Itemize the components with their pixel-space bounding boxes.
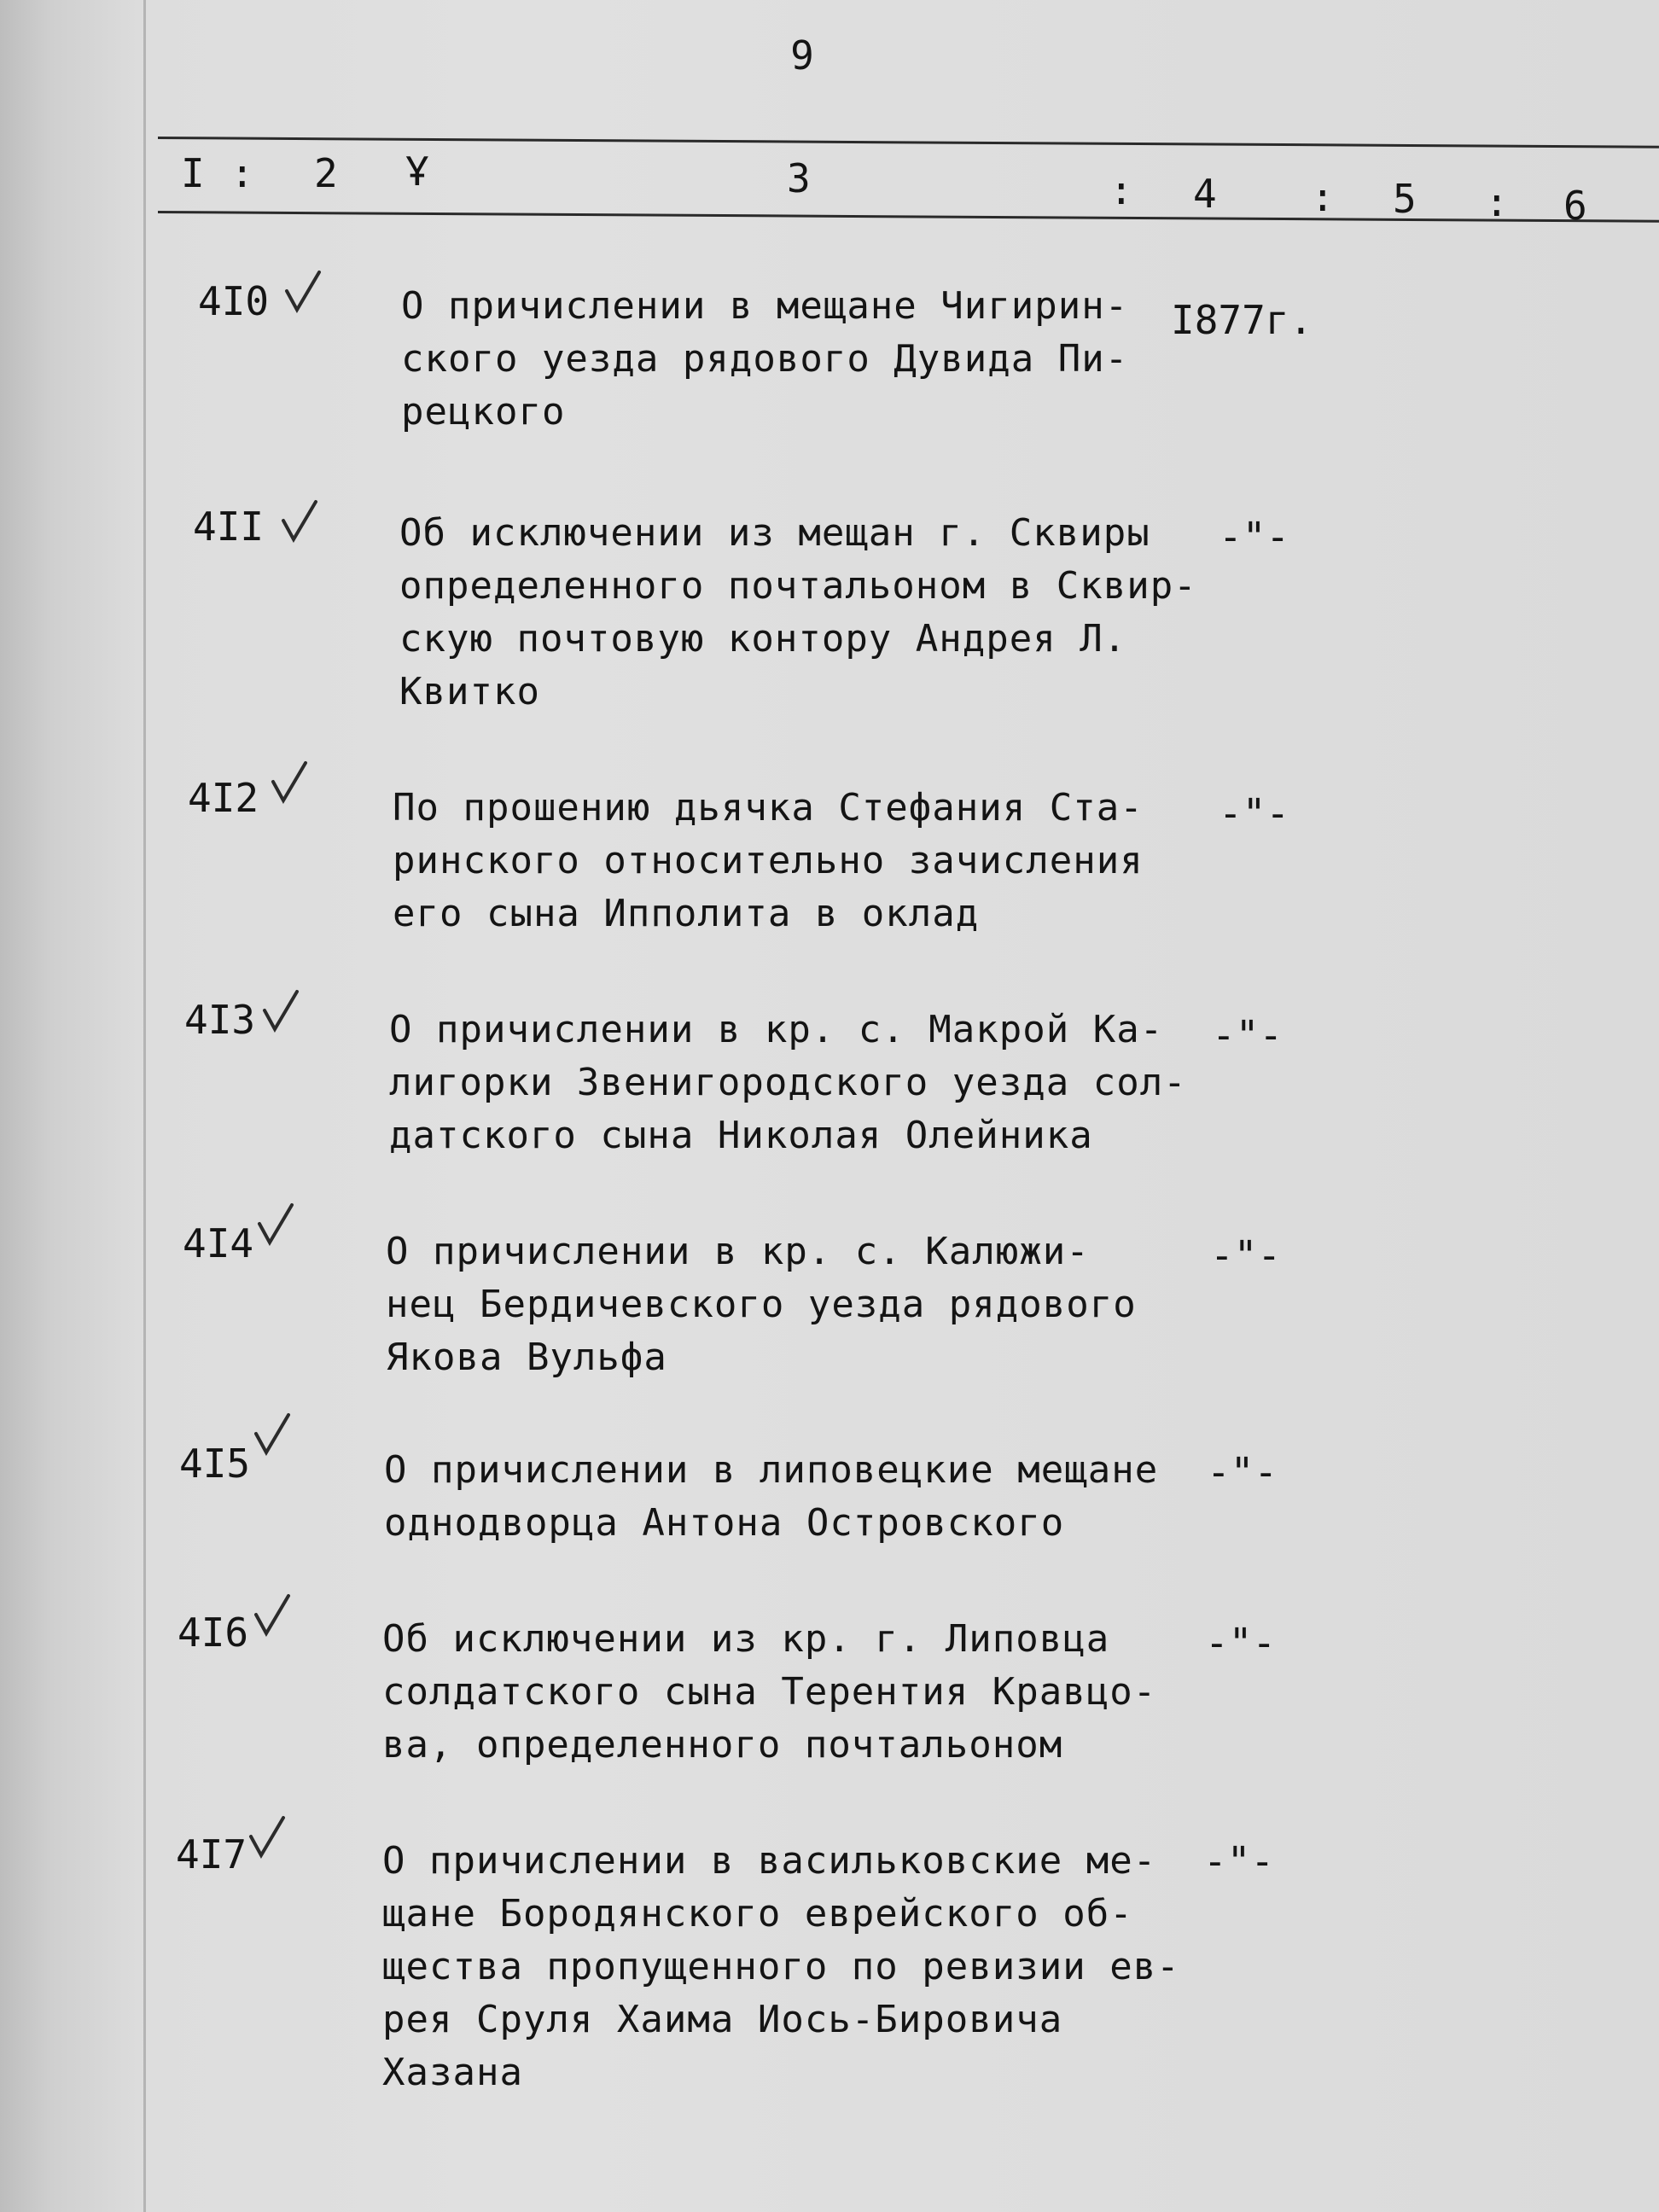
entry-description [393, 782, 1144, 940]
column-separator-5: : [1485, 179, 1509, 225]
entry-number: 4I5 [179, 1441, 251, 1487]
entry-line: По прошению дьячка Стефания Ста- [393, 786, 1144, 830]
entry-date: -"- [1207, 1449, 1278, 1495]
entry-number: 4I7 [176, 1831, 247, 1877]
entry-line: Об исключении из мещан г. Сквиры [399, 511, 1150, 555]
entry-line: О причислении в мещане Чигирин- [401, 284, 1129, 328]
column-header-6: 6 [1563, 183, 1587, 229]
entry-line: датского сына Николая Олейника [389, 1114, 1093, 1157]
entry-description [386, 1225, 1137, 1384]
column-header-4: 4 [1193, 171, 1217, 217]
entry-line: ва, определенного почтальоном [382, 1723, 1063, 1767]
column-separator-4: : [1311, 174, 1335, 220]
checkmark-icon [253, 1412, 292, 1458]
entry-date: -"- [1203, 1838, 1275, 1884]
entry-line: О причислении в кр. с. Макрой Ка- [389, 1008, 1164, 1051]
checkmark-icon [261, 988, 300, 1034]
checkmark-icon [270, 760, 309, 806]
entry-line: Якова Вульфа [386, 1336, 667, 1379]
header-rule-bottom [158, 211, 1659, 223]
entry-line: щане Бородянского еврейского об- [382, 1892, 1133, 1936]
entry-number: 4I2 [188, 775, 259, 821]
entry-number: 4I6 [178, 1610, 249, 1656]
entry-line: солдатского сына Терентия Кравцо- [382, 1670, 1157, 1714]
entry-date: -"- [1219, 514, 1290, 560]
column-separator-1: : [230, 150, 254, 196]
entry-number: 4II [193, 504, 265, 550]
entry-description [401, 280, 1128, 439]
entry-date: I877г. [1171, 297, 1313, 343]
entry-number: 4I4 [183, 1220, 254, 1266]
entry-number: 4I0 [198, 278, 270, 324]
entry-date: -"- [1210, 1232, 1282, 1278]
entry-line: Об исключении из кр. г. Липовца [382, 1617, 1110, 1661]
column-header-5: 5 [1393, 176, 1417, 222]
binding-edge [143, 0, 146, 2212]
entry-line: рецкого [401, 390, 566, 434]
checkmark-icon [280, 498, 319, 544]
column-separator-2: Ұ [405, 148, 429, 195]
entry-number: 4I3 [184, 997, 256, 1043]
entry-date: -"- [1219, 790, 1290, 836]
column-separator-3: : [1109, 167, 1133, 213]
entry-line: Хазана [382, 2051, 523, 2094]
entry-line: ринского относительно зачисления [393, 839, 1144, 882]
column-header-1: I [181, 150, 205, 196]
entry-line: рея Сруля Хаима Иось-Бировича [382, 1998, 1063, 2041]
entry-line: определенного почтальоном в Сквир- [399, 564, 1197, 608]
column-header-3: 3 [787, 155, 811, 201]
entry-line: лигорки Звенигородского уезда сол- [389, 1061, 1187, 1104]
entry-line: однодворца Антона Островского [384, 1501, 1065, 1545]
entry-line: О причислении в липовецкие мещане [384, 1448, 1159, 1492]
entry-description [382, 1613, 1156, 1772]
entry-line: Квитко [399, 670, 540, 713]
entry-date: -"- [1212, 1012, 1284, 1058]
entry-description [384, 1444, 1158, 1550]
entry-description [382, 1835, 1180, 2099]
entry-line: щества пропущенного по ревизии ев- [382, 1945, 1180, 1988]
column-header-2: 2 [314, 150, 338, 196]
entry-description [399, 507, 1197, 719]
entry-description [389, 1004, 1187, 1162]
entry-line: ского уезда рядового Дувида Пи- [401, 337, 1129, 381]
entry-line: нец Бердичевского уезда рядового [386, 1283, 1137, 1326]
checkmark-icon [247, 1814, 287, 1860]
checkmark-icon [256, 1202, 295, 1248]
header-rule-top [158, 137, 1659, 148]
entry-line: скую почтовую контору Андрея Л. [399, 617, 1127, 661]
entry-line: его сына Ипполита в оклад [393, 892, 980, 935]
entry-date: -"- [1205, 1620, 1277, 1666]
checkmark-icon [283, 269, 323, 315]
entry-line: О причислении в кр. с. Калюжи- [386, 1230, 1090, 1273]
page-number: 9 [790, 32, 814, 79]
entry-line: О причислении в васильковские ме- [382, 1839, 1157, 1883]
checkmark-icon [253, 1592, 292, 1639]
